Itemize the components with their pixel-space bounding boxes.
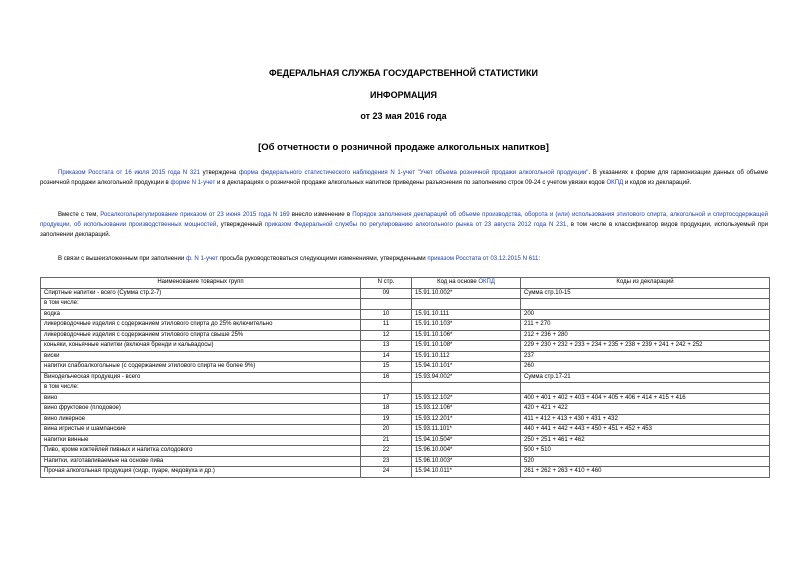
- cell-name: виски: [41, 351, 361, 362]
- cell-declaration-codes: [521, 299, 770, 310]
- cell-name: водка: [41, 309, 361, 320]
- link-form-n1[interactable]: форме N 1-учет: [170, 179, 216, 186]
- cell-okpd: 15.93.94.002*: [412, 372, 521, 383]
- cell-name: вино фруктовое (плодовое): [41, 404, 361, 415]
- text: утверждена: [200, 169, 239, 176]
- link-form-1-uchet[interactable]: форма федерального статистического наблюдения N 1-учет "Учет объема розничной продажи алкогольной продукции": [238, 169, 589, 176]
- cell-name: вино: [41, 393, 361, 404]
- cell-declaration-codes: 411 + 412 + 413 + 430 + 431 + 432: [521, 414, 770, 425]
- cell-row-no: 12: [361, 330, 412, 341]
- cell-name: Прочая алкогольная продукция (сидр, пуаре, медовуха и др.): [41, 467, 361, 478]
- table-header-row: [41, 278, 770, 289]
- cell-declaration-codes: 212 + 236 + 280: [521, 330, 770, 341]
- text: и кодов из деклараций.: [623, 179, 692, 186]
- header-name: Наименование товарных групп: [41, 278, 361, 289]
- cell-name: Винодельческая продукция - всего: [41, 372, 361, 383]
- link-okpd[interactable]: ОКПД: [606, 179, 624, 186]
- text: , утвержденный: [216, 221, 265, 228]
- cell-declaration-codes: 250 + 251 + 461 + 462: [521, 435, 770, 446]
- cell-row-no: 14: [361, 351, 412, 362]
- table-row: [41, 362, 770, 373]
- table-row: [41, 320, 770, 331]
- table-row: [41, 414, 770, 425]
- cell-name: Спиртные напитки - всего (Сумма стр.2-7): [41, 288, 361, 299]
- cell-okpd: 15.91.10.002*: [412, 288, 521, 299]
- cell-row-no: 22: [361, 446, 412, 457]
- link-form-1-uchet-short[interactable]: ф. N 1-учет: [186, 255, 219, 262]
- table-row: [41, 446, 770, 457]
- cell-okpd: 15.96.10.003*: [412, 456, 521, 467]
- cell-row-no: [361, 299, 412, 310]
- cell-row-no: 18: [361, 404, 412, 415]
- table-row: [41, 372, 770, 383]
- link-okpd-header[interactable]: ОКПД: [478, 279, 495, 286]
- header-row-no: N стр.: [361, 278, 412, 289]
- cell-okpd: 15.96.10.004*: [412, 446, 521, 457]
- cell-okpd: 15.91.10.103*: [412, 320, 521, 331]
- cell-name: в том числе:: [41, 299, 361, 310]
- table-row: [41, 341, 770, 352]
- cell-okpd: 15.94.10.101*: [412, 362, 521, 373]
- cell-declaration-codes: Сумма стр.10-15: [521, 288, 770, 299]
- cell-declaration-codes: 211 + 270: [521, 320, 770, 331]
- cell-okpd: 15.93.12.102*: [412, 393, 521, 404]
- paragraph-3: [40, 254, 768, 264]
- cell-name: коньяки, коньячные напитки (включая бренди и кальвадосы): [41, 341, 361, 352]
- cell-row-no: 23: [361, 456, 412, 467]
- table-row: [41, 404, 770, 415]
- cell-row-no: 15: [361, 362, 412, 373]
- cell-row-no: 10: [361, 309, 412, 320]
- table-row: [41, 299, 770, 310]
- cell-name: ликероводочные изделия с содержанием этилового спирта свыше 25%: [41, 330, 361, 341]
- cell-okpd: [412, 299, 521, 310]
- cell-name: вина игристые и шампанские: [41, 425, 361, 436]
- cell-okpd: 15.93.12.106*: [412, 404, 521, 415]
- link-order-231[interactable]: приказом Федеральной службы по регулированию алкогольного рынка от 23 августа 2012 года N 231: [264, 221, 567, 228]
- text: и в декларациях о розничной продаже алкогольных напитков приведены разъяснения по заполнению строк 09-24 с учетом увязки кодов: [215, 179, 607, 186]
- cell-declaration-codes: 237: [521, 351, 770, 362]
- cell-declaration-codes: 440 + 441 + 442 + 443 + 450 + 451 + 452 + 453: [521, 425, 770, 436]
- cell-row-no: 13: [361, 341, 412, 352]
- cell-row-no: [361, 383, 412, 394]
- table-body: [41, 288, 770, 477]
- table-row: [41, 330, 770, 341]
- text: Вместе с тем,: [58, 211, 101, 218]
- cell-row-no: 11: [361, 320, 412, 331]
- cell-declaration-codes: [521, 383, 770, 394]
- cell-okpd: 15.93.12.201*: [412, 414, 521, 425]
- paragraph-2: [40, 210, 768, 240]
- header-declaration-codes: Коды из деклараций: [521, 278, 770, 289]
- cell-okpd: 15.94.10.504*: [412, 435, 521, 446]
- text: :: [538, 255, 541, 262]
- table-row: [41, 435, 770, 446]
- cell-row-no: 09: [361, 288, 412, 299]
- link-declaration-procedure[interactable]: Порядок заполнения деклараций об объеме производства, оборота и (или) использования этилового спирта, алкогольной и спиртосодержащей продукции, об использовании производственных мощностей: [40, 211, 768, 228]
- link-rosstat-order-321[interactable]: Приказом Росстата от 16 июля 2015 года N 321: [58, 169, 200, 176]
- text: . В указаниях к форме для гармонизации данных об объеме розничной продажи алкогольной продукции в: [40, 169, 768, 186]
- cell-row-no: 19: [361, 414, 412, 425]
- table-row: [41, 456, 770, 467]
- cell-name: напитки винные: [41, 435, 361, 446]
- header-okpd: [412, 278, 521, 289]
- table-row: [41, 383, 770, 394]
- table-row: [41, 351, 770, 362]
- link-rosalko-order-169[interactable]: Росалкогольрегулирование приказом от 23 июня 2015 года N 169: [100, 211, 290, 218]
- cell-okpd: 15.94.10.011*: [412, 467, 521, 478]
- agency-title: ФЕДЕРАЛЬНАЯ СЛУЖБА ГОСУДАРСТВЕННОЙ СТАТИСТИКИ: [269, 68, 538, 78]
- table-row: [41, 425, 770, 436]
- cell-okpd: 15.93.11.101*: [412, 425, 521, 436]
- cell-okpd: 15.91.10.111: [412, 309, 521, 320]
- document-type: ИНФОРМАЦИЯ: [369, 90, 438, 100]
- cell-okpd: 15.91.10.106*: [412, 330, 521, 341]
- document-subject: [Об отчетности о розничной продаже алкогольных напитков]: [258, 142, 549, 153]
- cell-declaration-codes: 520: [521, 456, 770, 467]
- cell-row-no: 17: [361, 393, 412, 404]
- text: , в том числе в классификатор видов продукции, используемый при заполнении деклараций.: [40, 221, 769, 238]
- table-row: [41, 309, 770, 320]
- cell-row-no: 20: [361, 425, 412, 436]
- header-okpd-prefix: Код на основе: [437, 279, 479, 286]
- text: просьба руководствоваться следующими изменениями, утвержденными: [218, 255, 428, 262]
- cell-row-no: 24: [361, 467, 412, 478]
- cell-declaration-codes: 200: [521, 309, 770, 320]
- cell-declaration-codes: Сумма стр.17-21: [521, 372, 770, 383]
- text: внесло изменение в: [289, 211, 353, 218]
- cell-declaration-codes: 420 + 421 + 422: [521, 404, 770, 415]
- cell-row-no: 21: [361, 435, 412, 446]
- cell-name: в том числе:: [41, 383, 361, 394]
- paragraph-1: [40, 168, 768, 188]
- cell-name: Напитки, изготавливаемые на основе пива: [41, 456, 361, 467]
- document-date: от 23 мая 2016 года: [360, 111, 447, 121]
- cell-declaration-codes: 260: [521, 362, 770, 373]
- table-row: [41, 467, 770, 478]
- cell-row-no: 16: [361, 372, 412, 383]
- link-rosstat-order-611[interactable]: приказом Росстата от 03.12.2015 N 611: [427, 255, 539, 262]
- cell-declaration-codes: 229 + 230 + 232 + 233 + 234 + 235 + 238 + 239 + 241 + 242 + 252: [521, 341, 770, 352]
- cell-name: ликероводочные изделия с содержанием этилового спирта до 25% включительно: [41, 320, 361, 331]
- cell-declaration-codes: 261 + 262 + 263 + 410 + 460: [521, 467, 770, 478]
- cell-okpd: 15.91.10.108*: [412, 341, 521, 352]
- cell-declaration-codes: 400 + 401 + 402 + 403 + 404 + 405 + 406 + 414 + 415 + 416: [521, 393, 770, 404]
- table-row: [41, 393, 770, 404]
- cell-declaration-codes: 500 + 510: [521, 446, 770, 457]
- cell-name: вино ликерное: [41, 414, 361, 425]
- cell-okpd: 15.91.10.112: [412, 351, 521, 362]
- text: В связи с вышеизложенным при заполнении: [58, 255, 187, 262]
- cell-okpd: [412, 383, 521, 394]
- cell-name: напитки слабоалкогольные (с содержанием этилового спирта не более 9%): [41, 362, 361, 373]
- cell-name: Пиво, кроме коктейлей пивных и напитка солодового: [41, 446, 361, 457]
- product-codes-table: [40, 277, 770, 478]
- table-row: [41, 288, 770, 299]
